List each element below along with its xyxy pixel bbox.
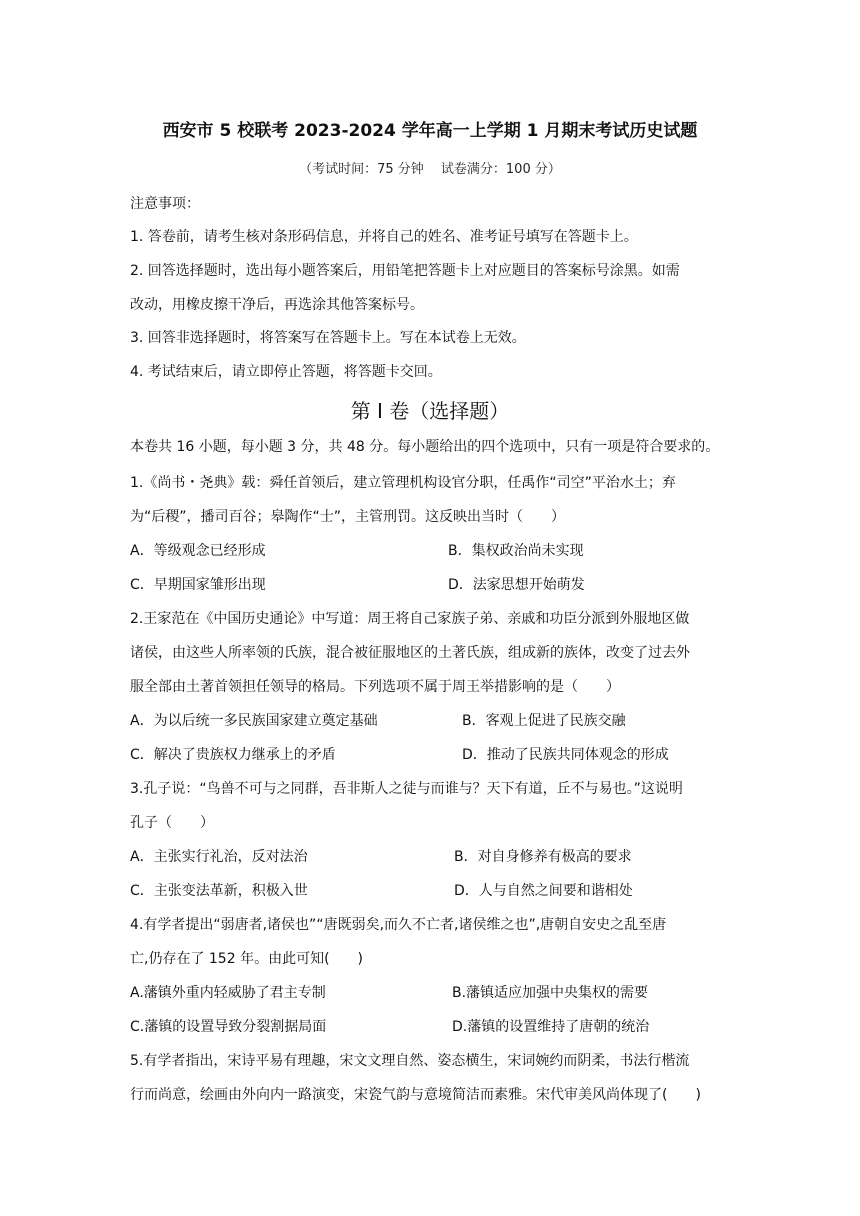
- option-d: D．人与自然之间要和谐相处: [454, 883, 633, 899]
- question-stem: 4.有学者提出“弱唐者,诸侯也”“唐既弱矣,而久不亡者,诸侯维之也”,唐朝自安史之乱至唐: [130, 917, 667, 933]
- question-stem: 行而尚意，绘画由外向内一路演变，宋瓷气韵与意境简洁而素雅。宋代审美风尚体现了( ): [130, 1087, 701, 1103]
- option-a: A．为以后统一多民族国家建立奠定基础: [130, 713, 378, 729]
- note-line: 改动，用橡皮擦干净后，再选涂其他答案标号。: [130, 297, 424, 313]
- question-stem: 1.《尚书・尧典》载：舜任首领后，建立管理机构设官分职，任禹作“司空”平治水土；弃: [130, 475, 676, 491]
- question-stem: 为“后稷”，播司百谷；皋陶作“士”，主管刑罚。这反映出当时（ ）: [130, 509, 566, 525]
- option-a: A．主张实行礼治，反对法治: [130, 849, 308, 865]
- option-b: B．集权政治尚未实现: [448, 543, 584, 559]
- question-stem: 诸侯，由这些人所率领的氏族，混合被征服地区的土著氏族，组成新的族体，改变了过去外: [130, 645, 690, 661]
- option-b: B．客观上促进了民族交融: [462, 713, 626, 729]
- option-c: C．主张变法革新，积极入世: [130, 883, 308, 899]
- question-stem: 孔子（ ）: [130, 815, 214, 831]
- question-stem: 5.有学者指出，宋诗平易有理趣，宋文文理自然、姿态横生，宋词婉约而阴柔，书法行楷流: [130, 1053, 690, 1069]
- option-b: B．对自身修养有极高的要求: [454, 849, 632, 865]
- question-stem: 3.孔子说：“鸟兽不可与之同群，吾非斯人之徒与而谁与？天下有道，丘不与易也。”这说明: [130, 781, 683, 797]
- option-c: C．解决了贵族权力继承上的矛盾: [130, 747, 336, 763]
- notes-heading: 注意事项：: [130, 196, 200, 212]
- note-line: 3. 回答非选择题时，将答案写在答题卡上。写在本试卷上无效。: [130, 330, 526, 346]
- option-a: A.藩镇外重内轻威胁了君主专制: [130, 985, 326, 1001]
- option-d: D.藩镇的设置维持了唐朝的统治: [452, 1019, 650, 1035]
- option-c: C．早期国家雏形出现: [130, 577, 266, 593]
- option-a: A．等级观念已经形成: [130, 543, 266, 559]
- note-line: 4. 考试结束后，请立即停止答题，将答题卡交回。: [130, 364, 442, 380]
- option-d: D．法家思想开始萌发: [448, 577, 585, 593]
- section-title: 第 I 卷（选择题）: [350, 399, 510, 423]
- page-title: 西安市 5 校联考 2023-2024 学年高一上学期 1 月期末考试历史试题: [162, 121, 698, 141]
- question-stem: 亡,仍存在了 152 年。由此可知( ): [130, 951, 363, 967]
- note-line: 2. 回答选择题时，选出每小题答案后，用铅笔把答题卡上对应题目的答案标号涂黑。如需: [130, 263, 680, 279]
- option-c: C.藩镇的设置导致分裂割据局面: [130, 1019, 327, 1035]
- option-b: B.藩镇适应加强中央集权的需要: [452, 985, 649, 1001]
- question-stem: 服全部由土著首领担任领导的格局。下列选项不属于周王举措影响的是（ ）: [130, 679, 620, 695]
- exam-info: （考试时间：75 分钟 试卷满分：100 分）: [299, 162, 561, 177]
- option-d: D．推动了民族共同体观念的形成: [462, 747, 669, 763]
- section-intro: 本卷共 16 小题，每小题 3 分，共 48 分。每小题给出的四个选项中，只有一项是符合要求的。: [130, 439, 720, 455]
- question-stem: 2.王家范在《中国历史通论》中写道：周王将自己家族子弟、亲戚和功臣分派到外服地区做: [130, 611, 690, 627]
- note-line: 1. 答卷前，请考生核对条形码信息，并将自己的姓名、准考证号填写在答题卡上。: [130, 229, 638, 245]
